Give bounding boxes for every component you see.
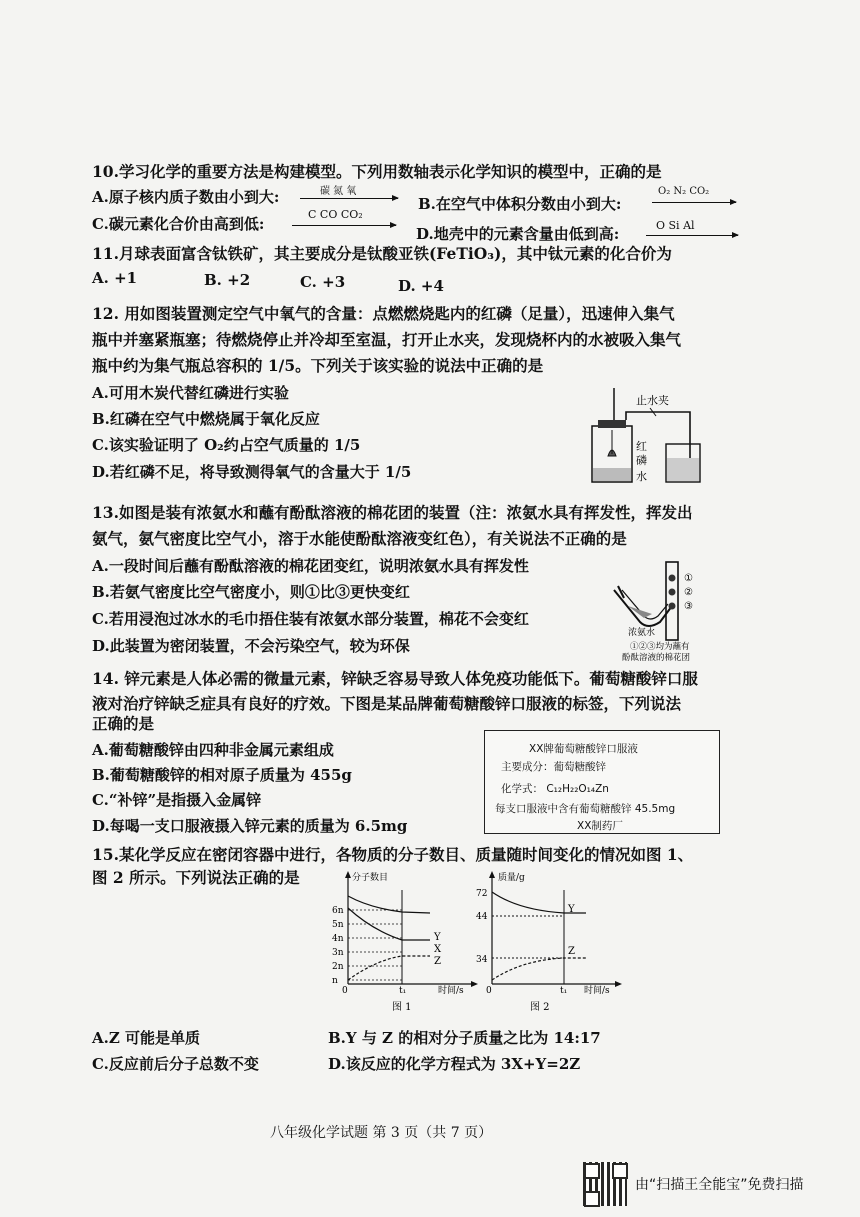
fig1-ytick: 2n (332, 962, 344, 972)
q12-fig-red2: 磷 (636, 454, 647, 467)
q10-d-axis-labels: O Si Al (656, 219, 695, 232)
q10-b-axis-arrow (652, 202, 736, 203)
q13-fig-label-1: ① (684, 573, 693, 584)
fig1-legend-Z: Z (434, 956, 441, 967)
q13-fig-ammonia: 浓氨水 (628, 628, 656, 638)
fig1-legend-X: X (434, 944, 442, 955)
q13-option-a: A.一段时间后蘸有酚酞溶液的棉花团变红，说明浓氨水具有挥发性 (92, 557, 529, 575)
fig2-ytick-72: 72 (476, 889, 488, 899)
q11-stem: 11.月球表面富含钛铁矿，其主要成分是钛酸亚铁(FeTiO₃)，其中钛元素的化合价为 (92, 244, 672, 263)
q12-apparatus-figure (586, 384, 706, 488)
q13-fig-note1: ①②③均为蘸有 (630, 642, 690, 652)
fig2-series-Z (492, 958, 586, 980)
q14-option-c: C.“补锌”是指摄入金属锌 (92, 791, 262, 809)
figure-1-chart (330, 868, 480, 1014)
q10-stem: 10.学习化学的重要方法是构建模型。下列用数轴表示化学知识的模型中，正确的是 (92, 162, 662, 181)
q13-fig-note2: 酚酞溶液的棉花团 (622, 653, 691, 663)
medicine-label (484, 730, 720, 834)
q10-c-axis (292, 208, 402, 232)
q12-option-b: B.红磷在空气中燃烧属于氧化反应 (92, 410, 320, 428)
q11-option-b: B. +2 (204, 271, 251, 289)
label-formula: 化学式： C₁₂H₂₂O₁₄Zn (501, 783, 609, 795)
q10-c-axis-arrow (292, 225, 396, 226)
q11-option-a: A. +1 (92, 269, 138, 287)
q12-fig-water: 水 (636, 470, 647, 483)
q10-a-axis (300, 182, 404, 206)
q14-line2: 液对治疗锌缺乏症具有良好的疗效。下图是某品牌葡萄糖酸锌口服液的标签，下列说法 (92, 694, 682, 713)
q15-line1: 15.某化学反应在密闭容器中进行，各物质的分子数目、质量随时间变化的情况如图 1、 (92, 845, 694, 864)
q13-option-c: C.若用浸泡过冰水的毛巾捂住装有浓氨水部分装置，棉花不会变红 (92, 610, 529, 628)
fig1-xtick-0: 0 (342, 986, 348, 996)
q13-line2: 氨气，氨气密度比空气小，溶于水能使酚酞溶液变红色），有关说法不正确的是 (92, 529, 627, 548)
q14-option-d: D.每喝一支口服液摄入锌元素的质量为 6.5mg (92, 817, 408, 835)
q10-b-axis (652, 186, 742, 210)
label-content: 每支口服液中含有葡萄糖酸锌 45.5mg (495, 803, 676, 815)
q13-option-b: B.若氨气密度比空气密度小，则①比③更快变红 (92, 583, 410, 601)
q14-line1: 14. 锌元素是人体必需的微量元素，锌缺乏容易导致人体免疫功能低下。葡萄糖酸锌口服 (92, 669, 698, 688)
q11-option-c: C. +3 (300, 273, 346, 291)
fig2-ytick-44: 44 (476, 912, 488, 922)
q14-line3: 正确的是 (92, 714, 155, 733)
q10-d-axis-arrow (646, 235, 738, 236)
fig2-ylabel: 质量/g (498, 873, 525, 883)
fig2-xtick-0: 0 (486, 986, 492, 996)
q15-option-c: C.反应前后分子总数不变 (92, 1055, 259, 1073)
q12-fig-clamp-label: 止水夹 (636, 394, 669, 407)
q10-b-axis-labels: O₂ N₂ CO₂ (658, 186, 710, 197)
label-maker: XX制药厂 (577, 820, 623, 832)
q10-a-axis-labels: 碳 氮 氧 (320, 186, 357, 197)
fig1-legend-Y: Y (434, 932, 441, 943)
q13-fig-label-2: ② (684, 587, 693, 598)
fig1-ylabel: 分子数目 (352, 873, 389, 883)
fig1-xlabel: 时间/s (438, 986, 464, 996)
qr-code-icon (583, 1162, 627, 1206)
fig1-ytick: n (332, 976, 338, 986)
q13-line1: 13.如图是装有浓氨水和蘸有酚酞溶液的棉花团的装置（注：浓氨水具有挥发性，挥发出 (92, 503, 693, 522)
fig2-xlabel: 时间/s (584, 986, 610, 996)
fig1-caption: 图 1 (392, 1002, 412, 1013)
q10-c-axis-labels: C CO CO₂ (308, 208, 363, 221)
q11-option-d: D. +4 (398, 277, 444, 295)
q10-option-a: A.原子核内质子数由小到大: (92, 188, 280, 206)
q12-line2: 瓶中并塞紧瓶塞；待燃烧停止并冷却至室温，打开止水夹，发现烧杯内的水被吸入集气 (92, 330, 682, 349)
fig2-legend-Y: Y (568, 904, 575, 915)
q10-option-b: B.在空气中体积分数由小到大: (418, 195, 622, 213)
label-title: XX牌葡萄糖酸锌口服液 (529, 743, 638, 755)
fig1-series-Z (348, 956, 430, 980)
q15-option-b: B.Y 与 Z 的相对分子质量之比为 14:17 (328, 1029, 601, 1047)
q15-option-a: A.Z 可能是单质 (92, 1029, 201, 1047)
fig1-xtick-t1: t₁ (399, 986, 407, 996)
q12-fig-red1: 红 (636, 440, 647, 453)
q12-line3: 瓶中约为集气瓶总容积的 1/5。下列关于该实验的说法中正确的是 (92, 356, 544, 375)
q15-option-d: D.该反应的化学方程式为 3X+Y=2Z (328, 1055, 581, 1073)
q12-option-d: D.若红磷不足，将导致测得氧气的含量大于 1/5 (92, 463, 412, 481)
scanner-watermark (583, 1162, 843, 1202)
q10-option-c: C.碳元素化合价由高到低: (92, 215, 265, 233)
fig1-ytick: 3n (332, 948, 344, 958)
fig1-ytick: 6n (332, 906, 344, 916)
fig1-series-Y (348, 896, 430, 913)
q12-line1: 12. 用如图装置测定空气中氧气的含量：点燃燃烧匙内的红磷（足量），迅速伸入集气 (92, 304, 675, 323)
q15-line2: 图 2 所示。下列说法正确的是 (92, 868, 300, 887)
scanner-text: 由“扫描王全能宝”免费扫描 (635, 1177, 804, 1193)
q12-option-c: C.该实验证明了 O₂约占空气质量的 1/5 (92, 436, 361, 454)
page-footer: 八年级化学试题 第 3 页（共 7 页） (270, 1125, 493, 1141)
fig1-ytick: 5n (332, 920, 344, 930)
label-main-ingredient: 主要成分：葡萄糖酸锌 (501, 761, 606, 773)
q12-option-a: A.可用木炭代替红磷进行实验 (92, 384, 289, 402)
q10-a-axis-arrow (300, 198, 398, 199)
q13-apparatus-figure (600, 556, 710, 664)
fig2-legend-Z: Z (568, 946, 575, 957)
q10-option-d: D.地壳中的元素含量由低到高: (416, 225, 620, 243)
figure-2-chart (474, 868, 624, 1014)
fig2-ytick-34: 34 (476, 955, 488, 965)
fig1-ytick: 4n (332, 934, 344, 944)
q13-option-d: D.此装置为密闭装置，不会污染空气，较为环保 (92, 637, 410, 655)
q14-option-b: B.葡萄糖酸锌的相对原子质量为 455g (92, 766, 352, 784)
q10-d-axis (646, 219, 744, 243)
fig2-caption: 图 2 (530, 1002, 550, 1013)
q13-fig-label-3: ③ (684, 601, 693, 612)
q14-option-a: A.葡萄糖酸锌由四种非金属元素组成 (92, 741, 334, 759)
fig2-xtick-t1: t₁ (560, 986, 568, 996)
